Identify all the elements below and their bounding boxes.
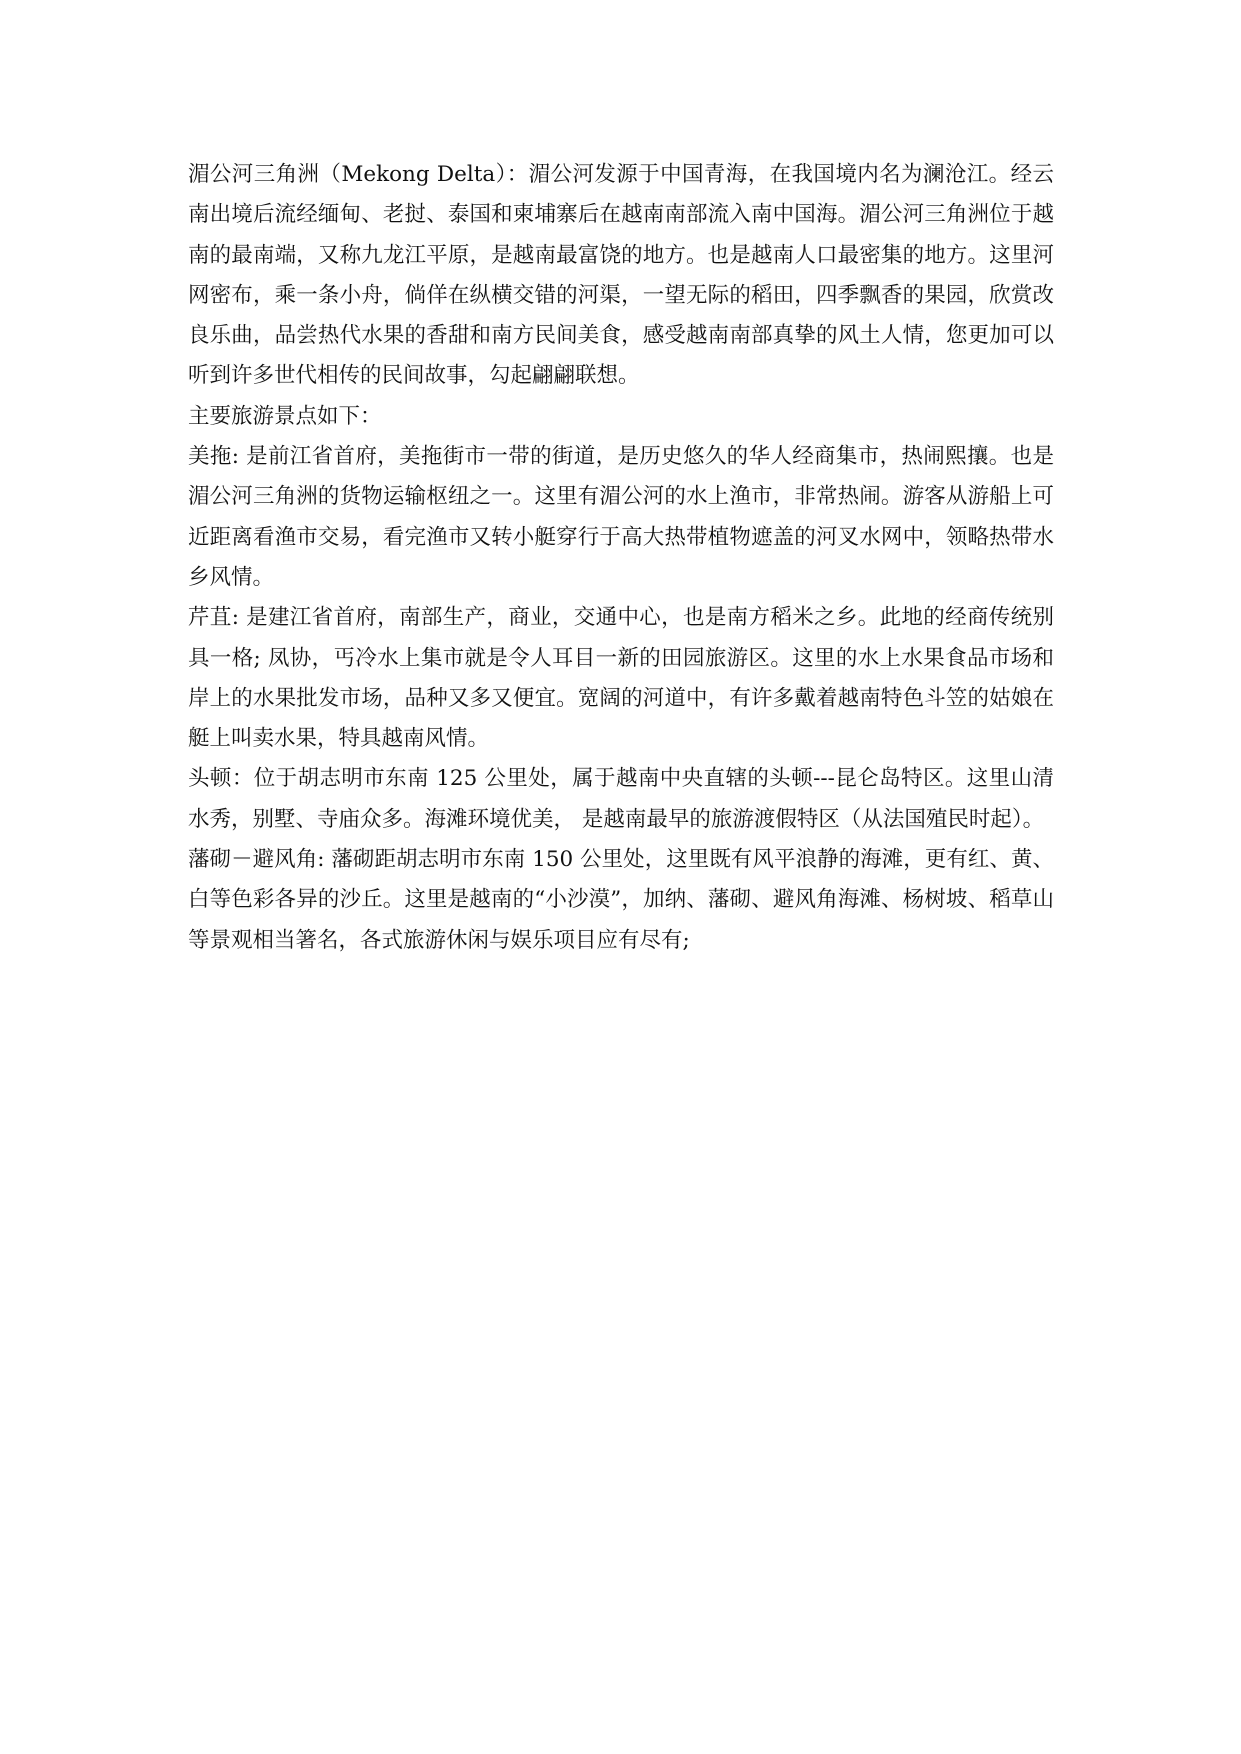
paragraph-can-tho: 芹苴: 是建江省首府，南部生产，商业，交通中心，也是南方稻米之乡。此地的经商传统别具一格; 凤协，丐冷水上集市就是令人耳目一新的田园旅游区。这里的水上水果食品市场和岸上的水果批发市场，品种又多又便宜。宽阔的河道中，有许多戴着越南特色斗笠的姑娘在艇上叫卖水果，特具越南风情。 — [188, 605, 1054, 752]
paragraph-main-attractions-heading: 主要旅游景点如下： — [188, 403, 382, 429]
document-body — [188, 155, 1054, 961]
paragraph-mekong-delta-intro: 湄公河三角洲（Mekong Delta）：湄公河发源于中国青海，在我国境内名为澜沧江。经云南出境后流经缅甸、老挝、泰国和柬埔寨后在越南南部流入南中国海。湄公河三角洲位于越南的最南端，又称九龙江平原，是越南最富饶的地方。也是越南人口最密集的地方。这里河网密布，乘一条小舟，倘佯在纵横交错的河渠，一望无际的稻田，四季飘香的果园，欣赏改良乐曲，品尝热代水果的香甜和南方民间美食，感受越南南部真挚的风土人情，您更加可以听到许多世代相传的民间故事，勾起翩翩联想。 — [188, 162, 1054, 389]
paragraph-vung-tau: 头顿：位于胡志明市东南 125 公里处，属于越南中央直辖的头顿---昆仑岛特区。这里山清水秀，别墅、寺庙众多。海滩环境优美， 是越南最早的旅游渡假特区（从法国殖民时起）。 — [188, 766, 1054, 832]
paragraph-my-tho: 美拖: 是前江省首府，美拖街市一带的街道，是历史悠久的华人经商集市，热闹熙攘。也是湄公河三角洲的货物运输枢纽之一。这里有湄公河的水上渔市，非常热闹。游客从游船上可近距离看渔市交易，看完渔市又转小艇穿行于高大热带植物遮盖的河叉水网中，领略热带水乡风情。 — [188, 444, 1054, 590]
paragraph-phan-thiet-mui-ne: 藩砌－避风角: 藩砌距胡志明市东南 150 公里处，这里既有风平浪静的海滩，更有红、黄、白等色彩各异的沙丘。这里是越南的“小沙漠”，加纳、藩砌、避风角海滩、杨树坡、稻草山等景观相当箸名，各式旅游休闲与娱乐项目应有尽有; — [188, 847, 1054, 953]
